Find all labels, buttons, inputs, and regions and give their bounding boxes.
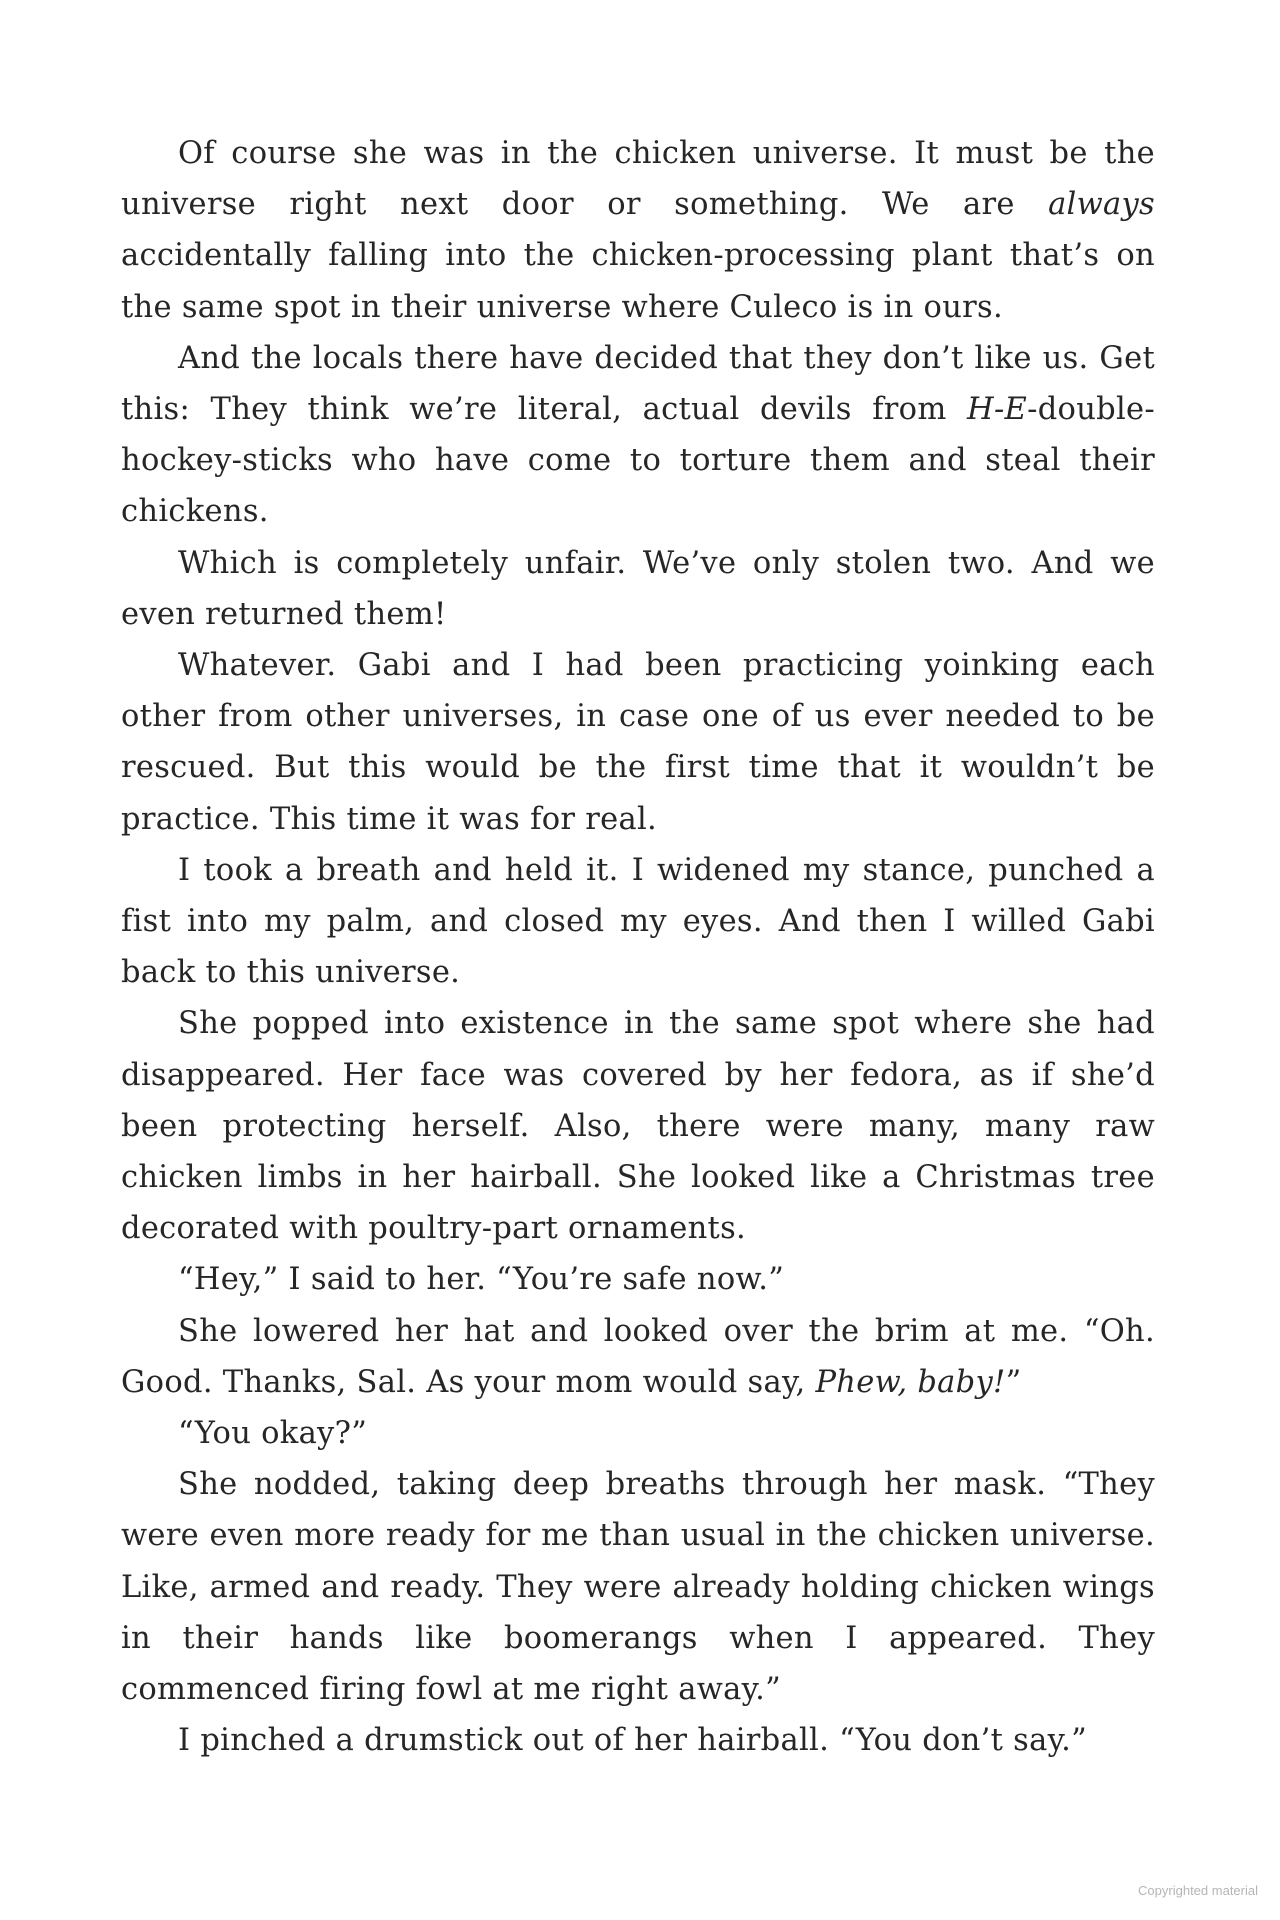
italic-emphasis: H-E bbox=[967, 392, 1028, 428]
paragraph: Which is completely unfair. We’ve only stolen two. And we even returned them! bbox=[121, 545, 1155, 632]
paragraph: And the locals there have decided that they don’t like us. Get this: They think we’re literal, actual devils from H-E-double-hockey-sticks who have come to torture them and steal their chickens. bbox=[121, 340, 1155, 530]
paragraph: “You okay?” bbox=[178, 1416, 368, 1452]
copyright-watermark: Copyrighted material bbox=[1138, 1883, 1258, 1898]
paragraph: Of course she was in the chicken universe. It must be the universe right next door or something. We are always accidentally falling into the chicken-processing plant that’s on the same spot in their universe where Culeco is in ours. bbox=[121, 136, 1155, 325]
body-text bbox=[121, 128, 1155, 1767]
paragraph: “Hey,” I said to her. “You’re safe now.” bbox=[178, 1262, 785, 1298]
paragraph: I pinched a drumstick out of her hairball. “You don’t say.” bbox=[178, 1723, 1087, 1759]
italic-emphasis: Phew, baby! bbox=[815, 1364, 1006, 1400]
paragraph: She lowered her hat and looked over the brim at me. “Oh. Good. Thanks, Sal. As your mom would say, Phew, baby!” bbox=[121, 1313, 1155, 1400]
paragraph: I took a breath and held it. I widened my stance, punched a fist into my palm, and closed my eyes. And then I willed Gabi back to this universe. bbox=[121, 852, 1155, 991]
paragraph: She nodded, taking deep breaths through her mask. “They were even more ready for me than usual in the chicken universe. Like, armed and ready. They were already holding chicken wings in their hands like boomerangs when I appeared. They commenced firing fowl at me right away.” bbox=[121, 1467, 1155, 1708]
italic-emphasis: always bbox=[1048, 187, 1155, 223]
paragraph: Whatever. Gabi and I had been practicing yoinking each other from other universes, in case one of us ever needed to be rescued. But this would be the first time that it wouldn’t be practice. This time it was for real. bbox=[121, 648, 1155, 837]
paragraph: She popped into existence in the same spot where she had disappeared. Her face was covered by her fedora, as if she’d been protecting herself. Also, there were many, many raw chicken limbs in her hairball. She looked like a Christmas tree decorated with poultry-part ornaments. bbox=[121, 1006, 1155, 1247]
